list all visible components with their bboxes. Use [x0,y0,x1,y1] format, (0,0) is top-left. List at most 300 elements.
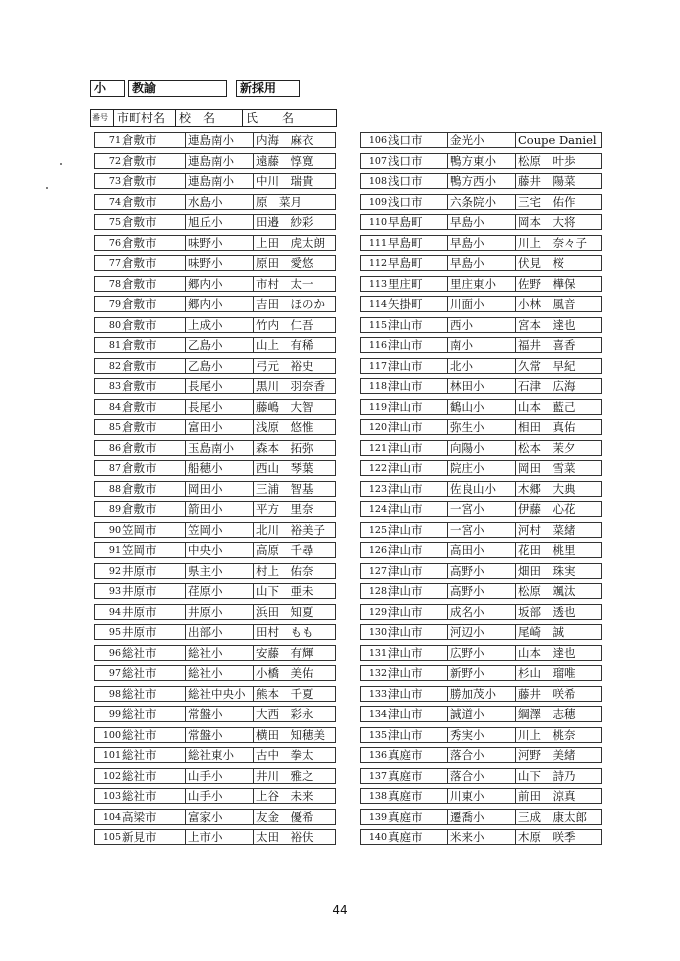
row-city: 新見市 [122,830,157,844]
row-number: 88 [108,483,121,495]
row-school: 富家小 [185,809,253,825]
row-school: 里庄東小 [447,276,515,292]
row-number: 98 [108,688,121,700]
col-name-label: 氏 名 [246,111,295,125]
row-name: 杉山 瑠唯 [515,665,601,681]
row-name: 岡本 大将 [515,214,601,230]
row-school: 県主小 [185,563,253,579]
row-city: 笠岡市 [122,522,157,537]
row-city: 津山市 [388,399,423,414]
row-number: 139 [368,811,387,823]
table-row [94,786,336,807]
table-row [360,438,602,459]
row-number: 71 [108,135,121,146]
table-row [94,212,336,233]
row-number: 130 [368,627,387,638]
row-name: 西山 琴葉 [253,460,335,476]
row-number: 118 [368,381,387,392]
row-school: 富田小 [185,419,253,435]
row-city: 真庭市 [388,748,423,762]
row-school: 北小 [447,358,515,374]
row-name: 松原 叶歩 [515,153,601,169]
table-row [360,417,602,438]
row-number: 81 [108,340,121,351]
row-name: 竹内 仁吾 [253,317,335,333]
row-name: 綱澤 志穂 [515,706,601,722]
table-row [360,192,602,213]
row-school: 上市小 [185,829,253,845]
row-number: 135 [368,729,387,741]
row-name: 三宅 佑作 [515,194,601,210]
row-city: 倉敷市 [122,153,157,168]
row-city: 倉敷市 [122,317,157,332]
row-school: 米来小 [447,829,515,845]
row-school: 高野小 [447,563,515,579]
row-school: 郷内小 [185,296,253,312]
level-box: 小 [90,80,125,97]
row-number: 94 [108,606,121,618]
row-city: 倉敷市 [122,174,157,188]
table-row [360,684,602,705]
row-number: 117 [368,360,387,372]
row-school: 長尾小 [185,378,253,394]
row-name: 田村 もも [253,624,335,640]
table-row [94,602,336,623]
table-row [94,253,336,274]
table-row [360,827,602,848]
row-name: 上田 虎太朗 [253,235,335,251]
row-city: 倉敷市 [122,502,157,516]
table-row [94,479,336,500]
table-row [360,766,602,787]
row-city: 倉敷市 [122,399,157,414]
row-city: 倉敷市 [122,379,157,393]
row-school: 常盤小 [185,706,253,722]
row-city: 総社市 [122,768,157,783]
table-row [94,151,336,172]
row-number: 137 [368,770,387,782]
row-number: 84 [108,401,121,413]
row-name: 黒川 羽奈香 [253,378,335,394]
row-number: 136 [368,750,387,761]
scan-mark [46,187,48,189]
table-row [94,643,336,664]
table-row [94,294,336,315]
row-name: 古中 拳太 [253,747,335,763]
row-school: 早島小 [447,255,515,271]
row-number: 77 [108,258,121,269]
table-row [94,766,336,787]
row-number: 99 [108,709,121,720]
row-city: 総社市 [122,666,157,680]
row-city: 津山市 [388,358,423,373]
row-city: 倉敷市 [122,338,157,352]
row-number: 110 [368,217,387,228]
table-row [94,725,336,746]
row-school: 味野小 [185,235,253,251]
row-school: 六条院小 [447,194,515,210]
row-school: 勝加茂小 [447,686,515,702]
row-name: 河野 美緒 [515,747,601,763]
row-city: 倉敷市 [122,420,157,434]
row-city: 津山市 [388,317,423,332]
row-name: 畑田 珠実 [515,563,601,579]
row-city: 倉敷市 [122,215,157,229]
table-row [360,212,602,233]
row-name: 久常 早紀 [515,358,601,374]
row-name: 森本 拓弥 [253,440,335,456]
row-school: 出部小 [185,624,253,640]
row-name: 村上 佑奈 [253,563,335,579]
row-city: 早島町 [388,215,423,229]
page-number: 44 [332,903,348,917]
row-number: 122 [368,463,387,474]
row-number: 107 [368,155,387,167]
table-row [94,745,336,766]
row-city: 津山市 [388,584,423,598]
row-name: 山本 達也 [515,645,601,661]
row-number: 111 [368,237,387,249]
row-number: 96 [108,647,121,659]
column-header [90,109,337,127]
row-city: 井原市 [122,625,157,639]
row-name: 安藤 有輝 [253,645,335,661]
row-name: 尾崎 誠 [515,624,601,640]
table-row [360,561,602,582]
row-name: 平方 里奈 [253,501,335,517]
row-school: 遷喬小 [447,809,515,825]
row-school: 常盤小 [185,727,253,743]
row-school: 成名小 [447,604,515,620]
row-number: 121 [368,442,387,454]
row-name: 小林 風音 [515,296,601,312]
table-row [360,725,602,746]
row-number: 75 [108,217,121,228]
row-city: 津山市 [388,461,423,475]
row-number: 129 [368,606,387,618]
row-school: 笠岡小 [185,522,253,538]
table-row [94,458,336,479]
row-number: 132 [368,668,387,679]
row-number: 112 [368,258,387,269]
table-row [94,827,336,848]
row-city: 総社市 [122,645,157,660]
row-name: 内海 麻衣 [253,132,335,148]
row-number: 116 [368,340,387,351]
row-school: 新野小 [447,665,515,681]
table-row [360,602,602,623]
row-city: 倉敷市 [122,481,157,496]
table-row [360,663,602,684]
row-school: 西小 [447,317,515,333]
row-city: 津山市 [388,563,423,578]
row-name: 坂部 透也 [515,604,601,620]
row-number: 86 [108,442,121,454]
row-name: 松本 茉夕 [515,440,601,456]
row-city: 真庭市 [388,809,423,824]
row-school: 船穂小 [185,460,253,476]
row-city: 津山市 [388,338,423,352]
row-name: 藤井 咲希 [515,686,601,702]
row-city: 津山市 [388,666,423,680]
row-name: 宮本 達也 [515,317,601,333]
row-number: 74 [108,196,121,208]
row-city: 倉敷市 [122,276,157,291]
row-name: 川上 桃奈 [515,727,601,743]
row-school: 鶴山小 [447,399,515,415]
row-name: 福井 喜香 [515,337,601,353]
row-name: 浜田 知夏 [253,604,335,620]
table-row [94,663,336,684]
row-school: 連島南小 [185,132,253,148]
table-row [94,684,336,705]
row-city: 津山市 [388,543,423,557]
row-school: 一宮小 [447,501,515,517]
row-name: 岡田 雪菜 [515,460,601,476]
table-row [94,520,336,541]
row-school: 荏原小 [185,583,253,599]
row-school: 総社小 [185,645,253,661]
table-row [360,233,602,254]
row-city: 津山市 [388,379,423,393]
row-number: 90 [108,524,121,536]
row-school: 総社東小 [185,747,253,763]
row-city: 総社市 [122,707,157,721]
row-city: 津山市 [388,522,423,537]
row-school: 誠道小 [447,706,515,722]
table-row [94,192,336,213]
row-school: 乙島小 [185,358,253,374]
row-city: 井原市 [122,584,157,598]
row-city: 倉敷市 [122,440,157,455]
row-number: 138 [368,791,387,802]
row-city: 矢掛町 [388,297,423,311]
row-city: 津山市 [388,440,423,455]
table-row [94,499,336,520]
row-city: 浅口市 [388,153,423,168]
row-number: 126 [368,545,387,556]
row-city: 井原市 [122,604,157,619]
row-city: 真庭市 [388,789,423,803]
row-number: 134 [368,709,387,720]
row-city: 真庭市 [388,768,423,783]
table-row [94,130,336,151]
row-city: 倉敷市 [122,461,157,475]
table-row [94,540,336,561]
row-number: 97 [108,668,121,679]
row-city: 津山市 [388,420,423,434]
row-city: 倉敷市 [122,235,157,250]
row-school: 鴨方東小 [447,153,515,169]
row-school: 中央小 [185,542,253,558]
table-row [94,233,336,254]
row-school: 高田小 [447,542,515,558]
table-row [94,397,336,418]
row-name: 大西 彩永 [253,706,335,722]
table-row [360,274,602,295]
row-name: 田邉 紗彩 [253,214,335,230]
row-number: 78 [108,278,121,290]
row-number: 113 [368,278,387,290]
table-row [360,499,602,520]
row-number: 124 [368,504,387,515]
row-school: 総社中央小 [185,686,253,702]
row-city: 早島町 [388,235,423,250]
row-school: 連島南小 [185,173,253,189]
row-number: 103 [102,791,121,802]
table-row [360,520,602,541]
row-number: 119 [368,401,387,413]
table-row [360,130,602,151]
table-row [360,786,602,807]
row-name: 松原 颯汰 [515,583,601,599]
row-name: 山下 詩乃 [515,768,601,784]
row-city: 津山市 [388,481,423,496]
row-name: 佐野 樺保 [515,276,601,292]
row-school: 水島小 [185,194,253,210]
row-city: 倉敷市 [122,297,157,311]
table-row [94,704,336,725]
row-number: 82 [108,360,121,372]
row-number: 85 [108,422,121,433]
row-name: 山下 亜未 [253,583,335,599]
row-school: 向陽小 [447,440,515,456]
table-row [360,376,602,397]
row-school: 山手小 [185,788,253,804]
position-box: 教諭 [128,80,227,97]
row-city: 里庄町 [388,276,423,291]
table-row [360,253,602,274]
row-school: 玉島南小 [185,440,253,456]
row-name: 遠藤 惇寛 [253,153,335,169]
table-row [94,438,336,459]
row-number: 87 [108,463,121,474]
table-row [360,335,602,356]
row-name: 弓元 裕史 [253,358,335,374]
row-number: 76 [108,237,121,249]
row-city: 井原市 [122,563,157,578]
row-number: 115 [368,319,387,331]
row-name: 藤嶋 大智 [253,399,335,415]
row-name: 三浦 智基 [253,481,335,497]
row-school: 一宮小 [447,522,515,538]
row-name: 浅原 悠惟 [253,419,335,435]
row-city: 津山市 [388,502,423,516]
col-no-label: 番号 [91,110,114,126]
row-number: 133 [368,688,387,700]
row-name: 藤井 陽菜 [515,173,601,189]
row-city: 津山市 [388,625,423,639]
row-number: 95 [108,627,121,638]
row-school: 広野小 [447,645,515,661]
row-name: 北川 裕美子 [253,522,335,538]
row-city: 真庭市 [388,830,423,844]
row-school: 落合小 [447,768,515,784]
right-list [360,130,602,848]
row-name: 原 菜月 [253,194,335,210]
row-number: 128 [368,586,387,597]
row-school: 郷内小 [185,276,253,292]
row-number: 127 [368,565,387,577]
row-city: 津山市 [388,604,423,619]
row-school: 上成小 [185,317,253,333]
table-row [360,356,602,377]
row-name: 高原 千尋 [253,542,335,558]
row-name: 山本 藍己 [515,399,601,415]
table-row [360,540,602,561]
row-school: 旭丘小 [185,214,253,230]
row-name: 市村 太一 [253,276,335,292]
row-school: 井原小 [185,604,253,620]
row-number: 93 [108,586,121,597]
row-school: 院庄小 [447,460,515,476]
row-name: 三成 康太郎 [515,809,601,825]
row-name: 川上 奈々子 [515,235,601,251]
table-row [94,356,336,377]
table-row [94,376,336,397]
row-number: 73 [108,176,121,187]
table-row [94,561,336,582]
row-city: 倉敷市 [122,133,157,147]
row-name: 木原 咲季 [515,829,601,845]
row-city: 倉敷市 [122,358,157,373]
row-number: 108 [368,176,387,187]
row-school: 箭田小 [185,501,253,517]
row-name: 友金 優希 [253,809,335,825]
row-school: 岡田小 [185,481,253,497]
row-school: 河辺小 [447,624,515,640]
row-name: 小橋 美佑 [253,665,335,681]
row-number: 104 [102,811,121,823]
row-school: 鴨方西小 [447,173,515,189]
row-school: 連島南小 [185,153,253,169]
row-number: 120 [368,422,387,433]
row-city: 津山市 [388,645,423,660]
row-school: 長尾小 [185,399,253,415]
row-city: 総社市 [122,748,157,762]
row-school: 高野小 [447,583,515,599]
row-number: 123 [368,483,387,495]
table-row [94,807,336,828]
table-row [360,151,602,172]
row-school: 乙島小 [185,337,253,353]
table-row [360,397,602,418]
row-number: 83 [108,381,121,392]
row-name: 前田 涼真 [515,788,601,804]
row-number: 91 [108,545,121,556]
row-school: 味野小 [185,255,253,271]
row-name: Coupe Daniel [515,132,601,148]
row-city: 倉敷市 [122,256,157,270]
row-city: 笠岡市 [122,543,157,557]
row-name: 中川 瑞貴 [253,173,335,189]
row-city: 高梁市 [122,809,157,824]
row-school: 早島小 [447,235,515,251]
row-name: 木郷 大典 [515,481,601,497]
table-row [94,417,336,438]
row-school: 山手小 [185,768,253,784]
table-row [360,315,602,336]
row-school: 総社小 [185,665,253,681]
row-name: 上谷 未来 [253,788,335,804]
row-school: 弥生小 [447,419,515,435]
row-number: 80 [108,319,121,331]
row-city: 浅口市 [388,194,423,209]
row-city: 総社市 [122,727,157,742]
table-row [94,335,336,356]
row-school: 川面小 [447,296,515,312]
row-number: 92 [108,565,121,577]
